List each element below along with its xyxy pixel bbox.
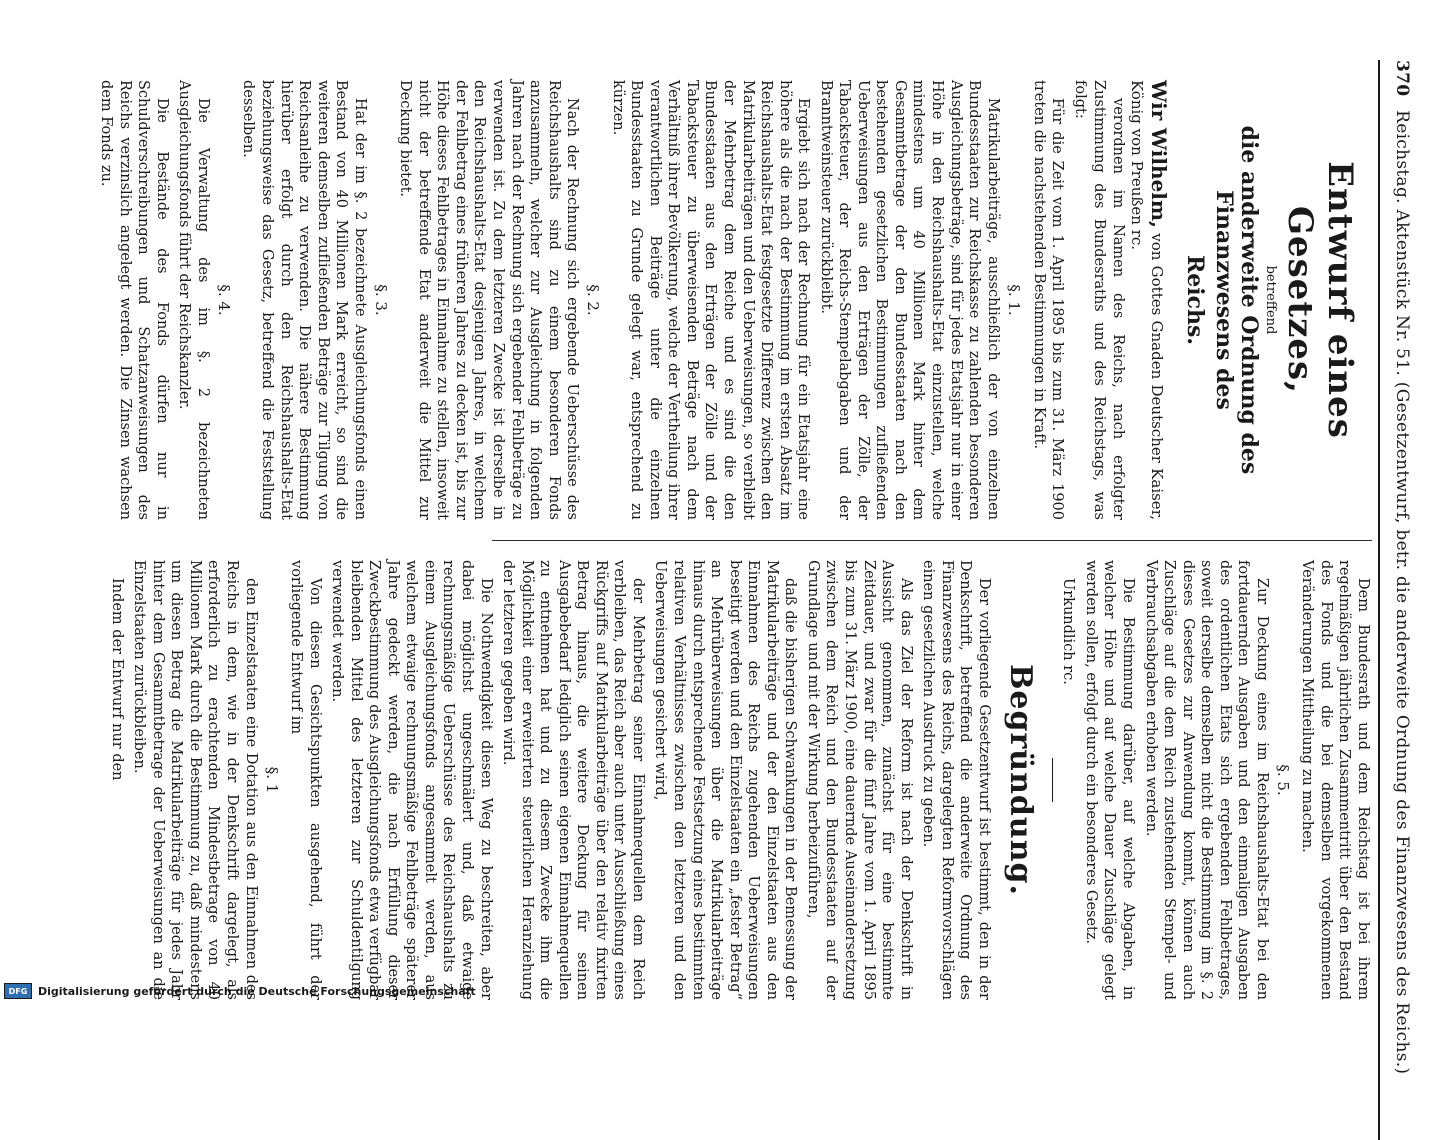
- begruendung-para-8: Indem der Entwurf nur den: [108, 578, 125, 781]
- begruendung-para-4: der Mehrbetrag seiner Einnahmequellen dem Reich verbleiben, das Reich aber auch unter Ausschließung eines Rückgriffs auf Matrikularbeiträge über den relativ fixirten Betrag hinaus, die weitere Deckung für seinen Ausgabebedarf lediglich seinen eigenen Einnahmequellen zu entnehmen hat und zu diesem Zwecke ihm die Möglichkeit einer erweiterten steuerlichen Heranziehung der letzteren gegeben wird.: [500, 560, 646, 1000]
- law-title: Entwurf eines Gesetzes,: [1280, 161, 1360, 439]
- monarch-name: Wir Wilhelm,: [1147, 80, 1172, 228]
- enacting-clause: verordnen im Namen des Reichs, nach erfolgter Zustimmung des Bundesraths und des Reichstags, was folgt:: [1072, 80, 1126, 520]
- header-rule: [1378, 60, 1380, 1140]
- running-title: Reichstag. Aktenstück Nr. 51. (Gesetzentwurf, betr. die anderweite Ordnung des Finanzwesens des Reichs.): [1392, 110, 1412, 1075]
- law-subtitle-cont: Reichs.: [1182, 254, 1209, 346]
- section-2-label: §. 2.: [584, 284, 603, 316]
- section-4-text: Die Verwaltung des im §. 2 bezeichneten Ausgleichungsfonds führt der Reichskanzler.: [176, 80, 211, 520]
- column-divider: [492, 540, 1372, 541]
- closing-formula: Urkundlich rc.: [1060, 578, 1077, 685]
- begruendung-para-3: daß die bisherigen Schwankungen in der Bemessung der Matrikularbeiträge und der den Einzelstaaten aus den Einnahmen des Reichs zugehenden Ueberweisungen beseitigt werden und den Einzelstaaten ein „fester Betrag“ an Mehrüberweisungen über die Matrikularbeiträge hinaus durch entsprechende Festsetzung eines bestimmten relativen Verhältnisses zwischen den letzteren und den Ueberweisungen gesichert wird,: [652, 560, 799, 1000]
- section-1-text-2: Ergiebt sich nach der Rechnung für ein Etatsjahr eine höhere als die nach der Bestimmung im ersten Absatz im Reichshaushalts-Etat festgesetzte Differenz zwischen den Matrikularbeiträgen und den Ueberweisungen, so verbleibt der Mehrbetrag dem Reiche und es sind die den Bundesstaaten aus den Erträgen der Zölle und der Tabacksteuer zu überweisenden Beträge nach dem Verhältniß ihrer Bevölkerung, welche der Vertheilung ihrer verantwortlichen Beiträge unter die einzelnen Bundesstaaten zu Grunde gelegt war, entsprechend zu kürzen.: [609, 80, 812, 520]
- separator-rule: [1052, 758, 1053, 802]
- running-header: [1392, 60, 1412, 1120]
- left-column: [98, 80, 1372, 520]
- dfg-logo: [4, 983, 32, 999]
- section-5-text: Zur Deckung eines im Reichshaushalts-Etat bei den fortdauernden Ausgaben und den einmaligen Ausgaben des ordentlichen Etats sich ergebenden Fehlbetrages, soweit derselbe demselben nicht die Bestimmung im §. 2 dieses Gesetzes zur Anwendung kommt, können auch Zuschläge auf die dem Reich zustehenden Stempel- und Verbrauchsabgaben erhoben werden.: [1142, 560, 1270, 1000]
- section-4-text-2: Die Bestände des Fonds dürfen nur in Schuldverschreibungen und Schatzanweisungen des Reichs verzinslich angelegt werden. Die Zinsen wachsen dem Fonds zu.: [98, 80, 170, 520]
- begruendung-para-2: Als das Ziel der Reform ist nach der Denkschrift in Aussicht genommen, zunächst für eine bestimmte Zeitdauer, und zwar für die fünf Jahre vom 1. April 1895 bis zum 31. März 1900, eine dauernde Auseinandersetzung zwischen dem Reich und den Bundesstaaten auf der Grundlage und mit der Wirkung herbeizuführen,: [804, 560, 914, 1000]
- begruendung-para-7: den Einzelstaaten eine Dotation aus den Einnahmen des Reichs in dem, wie in der Denkschrift dargelegt, als erforderlich zu erachtenden Mindestbetrage von 40 Millionen Mark durch die Bestimmung zu, daß mindestens um diesen Betrag die Matrikularbeiträge für jedes Jahr hinter dem Gesammtbetrage der Ueberweisungen an die Einzelstaaten zurückbleiben.: [131, 560, 259, 1000]
- dfg-logo-text: DFG: [8, 986, 28, 996]
- section-5-label: §. 5.: [1273, 764, 1292, 796]
- begruendung-para-1: Der vorliegende Gesetzentwurf ist bestimmt, den in der Denkschrift, betreffend die anderweite Ordnung des Finanzwesens des Reichs, dargelegten Reformvorschlägen einen gesetzlichen Ausdruck zu geben.: [920, 560, 992, 1000]
- section-2-text: Nach der Rechnung sich ergebende Ueberschüsse des Reichshaushalts sind zu einem besonderen Fonds anzusammeln, welcher zur Ausgleichung in folgenden Jahren nach der Rechnung sich ergebender Fehlbeträge zu verwenden ist. Zu dem letzteren Zwecke ist derselbe in den Reichshaushalts-Etat desjenigen Jahres, in welchem der Fehlbetrag eines früheren Jahres zu decken ist, bis zur Höhe dieses Fehlbetrages in Einnahme zu stellen, insoweit nicht der betreffende Etat anderweit die Mittel zur Deckung bietet.: [397, 80, 581, 520]
- begruendung-section-1-label: §. 1: [262, 766, 281, 794]
- section-3-text: Hat der im §. 2 bezeichnete Ausgleichungsfonds einen Bestand von 40 Millionen Mark erreicht, so sind die weiteren demselben zufließenden Beträge zur Tilgung von Reichsanleihe zu verwenden. Die nähere Bestimmung hierüber erfolgt durch den Reichshaushalts-Etat beziehungsweise das Gesetz, betreffend die Feststellung desselben.: [240, 80, 368, 520]
- law-subtitle: die anderweite Ordnung des Finanzwesens des: [1210, 125, 1262, 475]
- monarch-title: von Gottes Gnaden Deutscher Kaiser, König von Preußen rc.: [1128, 80, 1167, 520]
- section-1-label: §. 1.: [1004, 284, 1023, 316]
- begruendung-para-5: Die Nothwendigkeit diesen Weg zu beschreiten, aber dabei möglichst ungeschmälert und, daß etwaige rechnungsmäßige Ueberschüsse des Reichshaushalts zu einem Ausgleichungsfonds angesammelt werden, aus welchem etwaige rechnungsmäßige Fehlbeträge späterer Jahre gedeckt werden, die nach Erfüllung dieser Zweckbestimmung des Ausgleichungsfonds etwa verfügbar bleibenden Mittel des letzteren zur Schuldentilgung verwendet werden.: [329, 560, 494, 1000]
- section-3-label: §. 3.: [371, 284, 390, 316]
- begruendung-title: Begründung.: [1002, 664, 1038, 896]
- begruendung-para-6: Von diesen Gesichtspunkten ausgehend, führt der vorliegende Entwurf im: [288, 560, 323, 1000]
- betreffend-label: betreffend: [1263, 265, 1278, 335]
- validity-clause: Für die Zeit vom 1. April 1895 bis zum 31. März 1900 treten die nachstehenden Bestimmungen in Kraft.: [1030, 80, 1066, 520]
- section-1-text: Matrikularbeiträge, ausschließlich der von einzelnen Bundesstaaten zur Reichskasse zu zahlenden besonderen Ausgleichungsbeträge, sind für jedes Etatsjahr nur in einer Höhe in den Reichshaushalts-Etat einzustellen, welche mindestens um 40 Millionen Mark hinter dem Gesammtbetrage der den Bundesstaaten nach den bestehenden gesetzlichen Bestimmungen zufließenden Ueberweisungen aus den Erträgen der Zölle, der Tabacksteuer, der Reichs-Stempelabgaben und der Branntweinsteuer zurückbleibt.: [817, 80, 1001, 520]
- section-4-label: §. 4.: [214, 284, 233, 316]
- monarch-line: [1127, 80, 1173, 520]
- section-4-continuation: Dem Bundesrath und dem Reichstag ist bei ihrem regelmäßigen jährlichen Zusammentritt über den Bestand des Fonds und die bei demselben vorgekommenen Veränderungen Mittheilung zu machen.: [1299, 560, 1371, 1000]
- section-5-text-2: Die Bestimmung darüber, auf welche Abgaben, in welcher Höhe und auf welche Dauer Zuschläge gelegt werden sollen, erfolgt durch ein besonderes Gesetz.: [1082, 560, 1136, 1000]
- footer-credit: Digitalisierung gefördert durch die Deutsche Forschungsgemeinschaft: [38, 984, 476, 998]
- page-number: 370: [1392, 60, 1412, 97]
- footer-bar: [0, 982, 1432, 1000]
